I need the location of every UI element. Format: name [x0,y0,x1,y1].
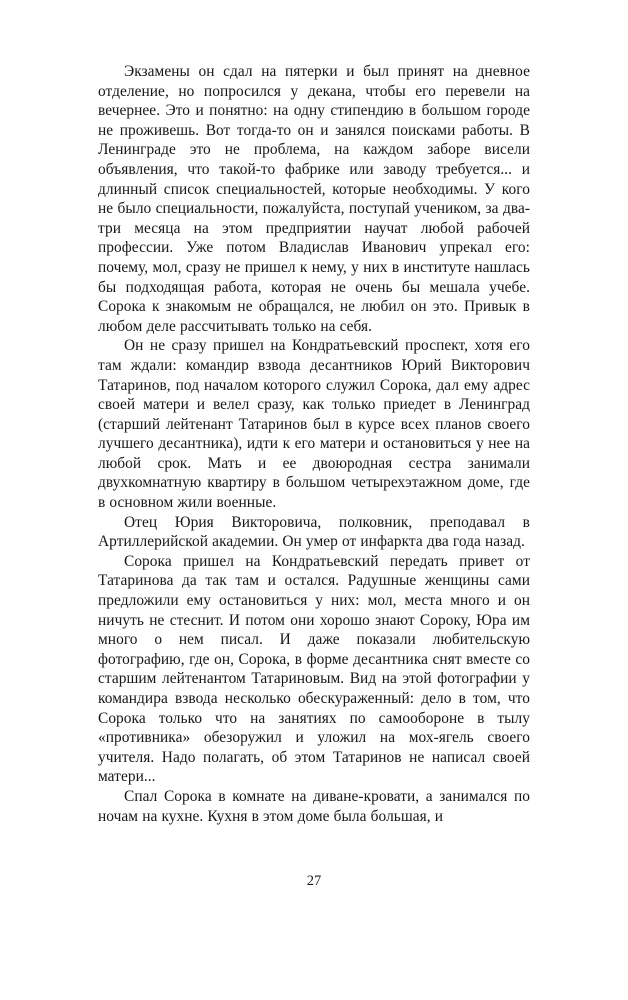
paragraph-1: Экзамены он сдал на пятерки и был принят на дневное отделение, но попросился у декана, чтобы его перевели на вечернее. Это и понятно: на одну стипендию в большом городе не проживешь. Вот тогда-то он и занялся поисками работы. В Ленинграде это не проблема, на каждом заборе висели объявления, что такой-то фабрике или заводу требуется... и длинный список специальностей, которые необходимы. У кого не было специальности, пожалуйста, поступай учеником, за два-три месяца на этом предприятии научат любой рабочей профессии. Уже потом Владислав Иванович упрекал его: почему, мол, сразу не пришел к нему, у них в институте нашлась бы подходящая работа, которая не очень бы мешала учебе. Сорока к знакомым не обращался, не любил он это. Привык в любом деле рассчитывать только на себя. [98,63,530,335]
paragraph-3: Отец Юрия Викторовича, полковник, преподавал в Артиллерийской академии. Он умер от инфаркта два года назад. [98,513,530,551]
paragraph-2: Он не сразу пришел на Кондратьевский проспект, хотя его там ждали: командир взвода десантников Юрий Викторович Татаринов, под началом которого служил Сорока, дал ему адрес своей матери и велел сразу, как только приедет в Ленинград (старший лейтенант Татаринов был в курсе всех планов своего лучшего десантника), идти к его матери и остановиться у нее на любой срок. Мать и ее двоюродная сестра занимали двухкомнатную квартиру в большом четырехэтажном доме, где в основном жили военные. [98,337,530,512]
paragraph-4: Сорока пришел на Кондратьевский передать привет от Татаринова да так там и остался. Радушные женщины сами предложили ему остановиться у них: мол, места много и он ничуть не стеснит. И потом они хорошо знают Сороку, Юра им много о нем писал. И даже показали любительскую фотографию, где он, Сорока, в форме десантника снят вместе со старшим лейтенантом Татариновым. Вид на этой фотографии у командира взвода несколько обескураженный: дело в том, что Сорока только что на занятиях по самообороне в тылу «противника» обезоружил и уложил на мох-ягель своего учителя. Надо полагать, об этом Татаринов не написал своей матери... [98,552,530,786]
paragraph-5: Спал Сорока в комнате на диване-кровати, а занимался по ночам на кухне. Кухня в этом доме была большая, и [98,787,530,825]
page-text-body [98,62,530,826]
page-number: 27 [306,873,322,889]
